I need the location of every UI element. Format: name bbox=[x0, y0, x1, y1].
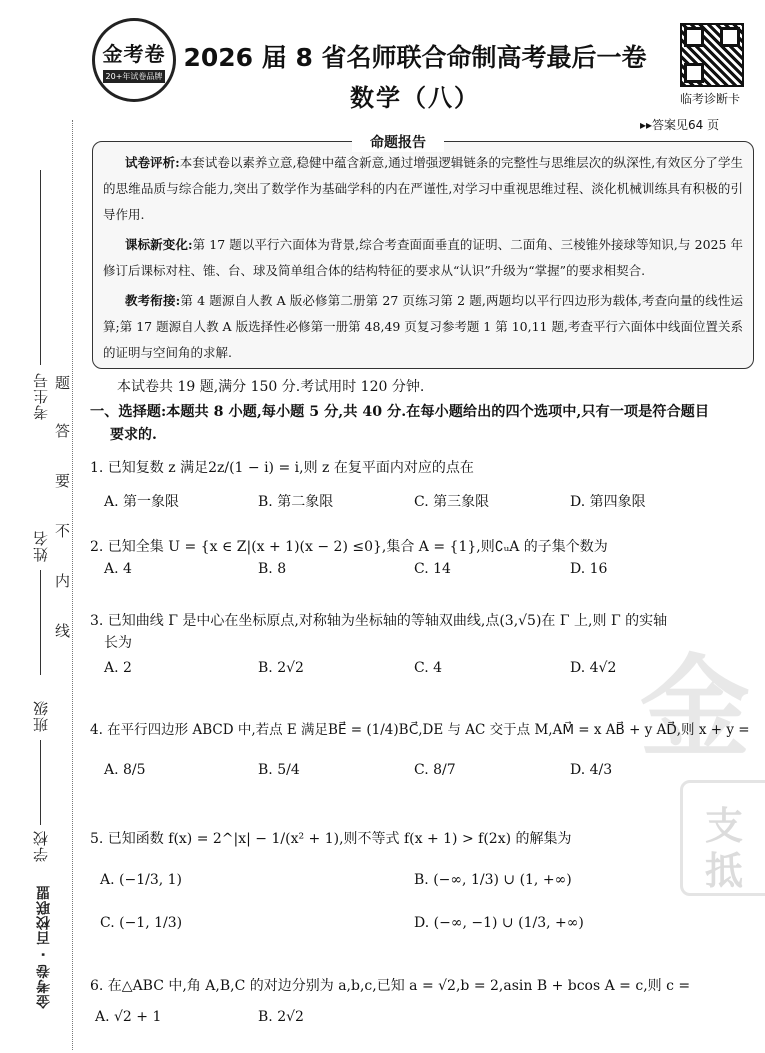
option-a[interactable]: A. 8/5 bbox=[104, 762, 146, 778]
watermark-char: 抵 bbox=[705, 848, 744, 893]
report-label: 试卷评析: bbox=[125, 155, 180, 170]
student-id-label: 考生号 bbox=[32, 372, 50, 420]
class-line bbox=[40, 740, 41, 825]
qr-caption: 临考诊断卡 bbox=[679, 92, 740, 106]
option-b[interactable]: B. 2√2 bbox=[258, 1009, 304, 1025]
question-stem-cont: 长为 bbox=[104, 635, 132, 651]
option-a[interactable]: A. 2 bbox=[104, 660, 132, 676]
report-text: 第 17 题以平行六面体为背景,综合考查面面垂直的证明、二面角、三棱锥外接球等知识,与 2025 年修订后课标对柱、锥、台、球及简单组合体的结构特征的要求从“认识”升级为“掌握”的要求相契合. bbox=[103, 237, 743, 278]
report-paragraph bbox=[103, 150, 743, 228]
exam-intro: 本试卷共 19 题,满分 150 分.考试用时 120 分钟. bbox=[117, 379, 425, 395]
name-line bbox=[40, 570, 41, 675]
brand-logo bbox=[92, 18, 176, 102]
brand-label: 金考卷 · 百校联盟 bbox=[36, 885, 52, 1009]
report-paragraph bbox=[103, 232, 743, 284]
watermark-char: 支 bbox=[705, 803, 744, 848]
logo-text: 金考卷 bbox=[102, 41, 166, 66]
seal-char: 要 bbox=[55, 472, 71, 490]
option-a[interactable]: A. 第一象限 bbox=[104, 494, 180, 510]
option-a[interactable]: A. √2 + 1 bbox=[95, 1009, 162, 1025]
class-label: 班级 bbox=[32, 700, 50, 732]
option-d[interactable]: D. (−∞, −1) ∪ (1/3, +∞) bbox=[414, 915, 584, 931]
page-title: 2026 届 8 省名师联合命制高考最后一卷 bbox=[183, 43, 647, 72]
question-stem: 6. 在△ABC 中,角 A,B,C 的对边分别为 a,b,c,已知 a = √2,b = 2,asin B + bcos A = c,则 c = bbox=[90, 978, 691, 994]
question-stem: 4. 在平行四边形 ABCD 中,若点 E 满足BE⃗ = (1/4)BC⃗,DE 与 AC 交于点 M,AM⃗ = x AB⃗ + y AD⃗,则 x + y = bbox=[90, 722, 750, 738]
option-d[interactable]: D. 16 bbox=[570, 561, 608, 577]
question-stem: 1. 已知复数 z 满足2z/(1 − i) = i,则 z 在复平面内对应的点在 bbox=[90, 460, 474, 476]
option-b[interactable]: B. 8 bbox=[258, 561, 287, 577]
option-c[interactable]: C. 8/7 bbox=[414, 762, 456, 778]
question-stem: 2. 已知全集 U = {x ∈ Z|(x + 1)(x − 2) ≤0},集合 A = {1},则∁ᵤA 的子集个数为 bbox=[90, 539, 608, 555]
seal-char: 内 bbox=[55, 572, 71, 590]
section-heading: 一、选择题:本题共 8 小题,每小题 5 分,共 40 分.在每小题给出的四个选项中,只有一项是符合题目 bbox=[90, 404, 710, 420]
question-stem: 3. 已知曲线 Γ 是中心在坐标原点,对称轴为坐标轴的等轴双曲线,点(3,√5)在 Γ 上,则 Γ 的实轴 bbox=[90, 613, 668, 629]
option-c[interactable]: C. (−1, 1/3) bbox=[100, 915, 183, 931]
option-b[interactable]: B. 2√2 bbox=[258, 660, 304, 676]
option-d[interactable]: D. 4√2 bbox=[570, 660, 617, 676]
logo-subtext: 20+年试卷品牌 bbox=[103, 70, 166, 83]
seal-dotted-line bbox=[72, 120, 73, 1050]
page-subtitle: 数学（八） bbox=[350, 84, 480, 112]
question-stem: 5. 已知函数 f(x) = 2^|x| − 1/(x² + 1),则不等式 f(x + 1) > f(2x) 的解集为 bbox=[90, 831, 572, 847]
answer-reference: ▸▸答案见64 页 bbox=[640, 118, 720, 132]
report-text: 第 4 题源自人教 A 版必修第二册第 27 页练习第 2 题,两题均以平行四边形为载体,考查向量的线性运算;第 17 题源自人教 A 版选择性必修第一册第 48,49 页复习参考题 1 第 10,11 题,考查平行六面体中线面位置关系的证明与空间角的求解. bbox=[103, 293, 743, 360]
section-heading-cont: 要求的. bbox=[110, 427, 157, 443]
option-a[interactable]: A. 4 bbox=[104, 561, 132, 577]
report-text: 本套试卷以素养立意,稳健中蕴含新意,通过增强逻辑链条的完整性与思维层次的纵深性,有效区分了学生的思维品质与综合能力,突出了数学作为基础学科的内在严谨性,对学习中重视思维过程、淡化机械训练具有积极的引导作用. bbox=[103, 155, 743, 222]
report-label: 教考衔接: bbox=[125, 293, 181, 308]
option-c[interactable]: C. 第三象限 bbox=[414, 494, 490, 510]
name-label: 姓名 bbox=[32, 530, 50, 562]
binding-margin bbox=[0, 0, 85, 1053]
option-c[interactable]: C. 14 bbox=[414, 561, 451, 577]
qr-code-icon[interactable] bbox=[680, 23, 744, 87]
option-d[interactable]: D. 第四象限 bbox=[570, 494, 646, 510]
seal-char: 不 bbox=[55, 522, 71, 540]
option-b[interactable]: B. 5/4 bbox=[258, 762, 300, 778]
seal-char: 答 bbox=[55, 422, 71, 440]
option-a[interactable]: A. (−1/3, 1) bbox=[100, 872, 183, 888]
seal-char: 线 bbox=[55, 622, 71, 640]
report-paragraph bbox=[103, 288, 743, 366]
report-title: 命题报告 bbox=[352, 132, 444, 152]
report-label: 课标新变化: bbox=[125, 237, 193, 252]
school-label: 学校 bbox=[32, 830, 50, 862]
student-id-line bbox=[40, 170, 41, 365]
seal-char: 题 bbox=[55, 374, 71, 392]
watermark-char: 金 bbox=[640, 643, 750, 772]
option-b[interactable]: B. 第二象限 bbox=[258, 494, 334, 510]
option-b[interactable]: B. (−∞, 1/3) ∪ (1, +∞) bbox=[414, 872, 572, 888]
option-d[interactable]: D. 4/3 bbox=[570, 762, 613, 778]
option-c[interactable]: C. 4 bbox=[414, 660, 443, 676]
